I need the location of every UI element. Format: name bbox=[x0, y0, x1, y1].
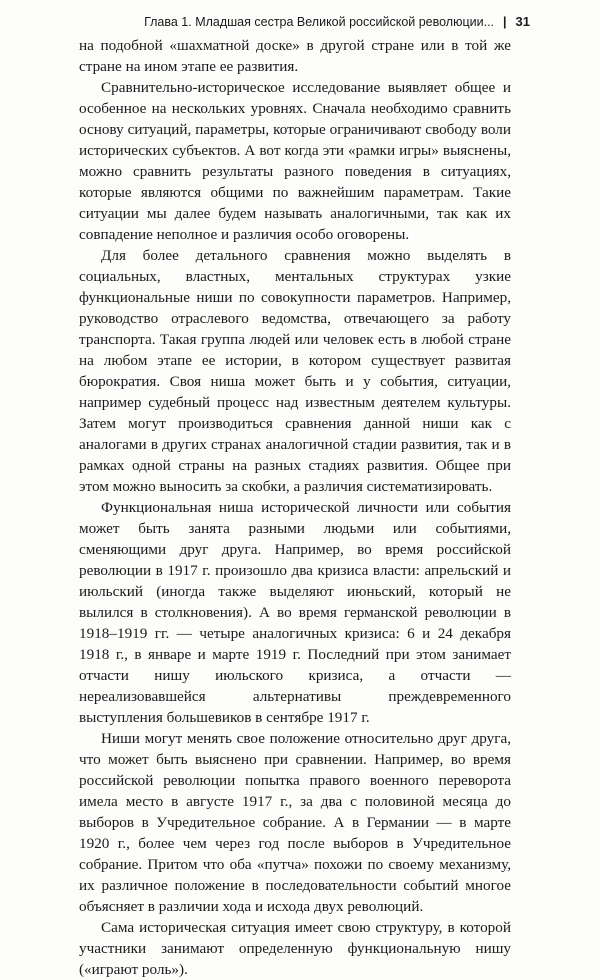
body-text bbox=[79, 35, 511, 980]
header-separator: | bbox=[503, 15, 507, 29]
chapter-title: Глава 1. Младшая сестра Великой российской революции... bbox=[144, 15, 495, 29]
paragraph-continued: на подобной «шахматной доске» в другой стране или в той же стране на ином этапе ее развития. bbox=[79, 37, 511, 75]
running-header bbox=[144, 14, 530, 30]
paragraph: Для более детального сравнения можно выделять в социальных, властных, ментальных структурах узкие функциональные ниши по совокупности параметров. Например, руководство отраслевого ведомства, отвечающего за работу транспорта. Такая группа людей или человек есть в любой стране на любом этапе ее истории, в котором существует развитая бюрократия. Своя ниша может быть и у события, ситуации, например судебный процесс над известным деятелем культуры. Затем могут производиться сравнения данной ниши как с аналогами в других странах аналогичной стадии развития, так и в рамках одной страны на разных стадиях развития. Общее при этом можно выносить за скобки, а различия систематизировать. bbox=[79, 247, 511, 495]
paragraph: Функциональная ниша исторической личности или события может быть занята разными людьми или событиями, сменяющими друг друга. Например, во время российской революции в 1917 г. произошло два кризиса власти: апрельский и июльский (иногда также выделяют июньский, который не вылился в столкновения). А во время германской революции в 1918–1919 гг. — четыре аналогичных кризиса: 6 и 24 декабря 1918 г., в январе и марте 1919 г. Последний при этом занимает отчасти нишу июльского кризиса, а отчасти — нереализовавшейся альтернативы преждевременного выступления большевиков в сентябре 1917 г. bbox=[79, 499, 511, 726]
page-number: 31 bbox=[515, 14, 530, 29]
paragraph: Ниши могут менять свое положение относительно друг друга, что может быть выяснено при сравнении. Например, во время российской революции попытка правого военного переворота имела место в августе 1917 г., за два с половиной месяца до выборов в Учредительное собрание. А в Германии — в марте 1920 г., более чем через год после выборов в Учредительное собрание. Притом что оба «путча» похожи по своему механизму, их различное положение в последовательности событий многое объясняет в различии хода и исхода двух революций. bbox=[79, 730, 511, 915]
paragraph: Сама историческая ситуация имеет свою структуру, в которой участники занимают определенную функциональную нишу («играют роль»). bbox=[79, 919, 511, 978]
paragraph: Сравнительно-историческое исследование выявляет общее и особенное на нескольких уровнях. Сначала необходимо сравнить основу ситуаций, параметры, которые ограничивают свободу воли исторических субъектов. А вот когда эти «рамки игры» выяснены, можно сравнить результаты разного поведения в ситуациях, которые являются общими по важнейшим параметрам. Такие ситуации мы далее будем называть аналогичными, так как их совпадение неполное и различия особо оговорены. bbox=[79, 79, 511, 243]
